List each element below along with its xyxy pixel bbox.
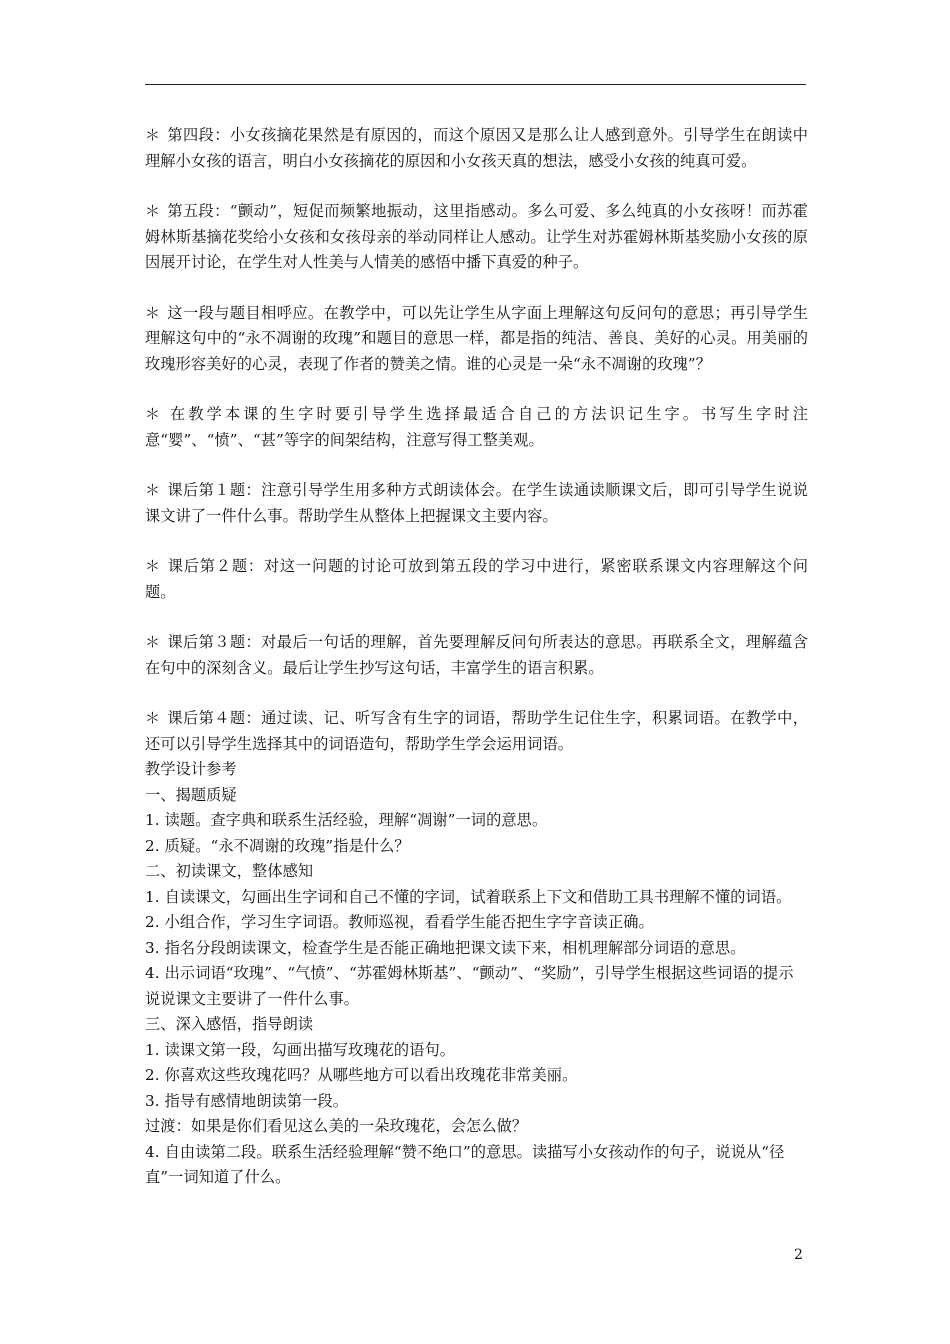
asterisk-icon: ＊ — [145, 481, 161, 499]
teaching-note — [145, 123, 808, 174]
note-text: 第五段：“颤动”，短促而频繁地振动，这里指感动。多么可爱、多么纯真的小女孩呀！而苏霍姆林斯基摘花奖给小女孩和女孩母亲的举动同样让人感动。让学生对苏霍姆林斯基奖励小女孩的原因展开讨论，在学生对人性美与人情美的感悟中播下真爱的种子。 — [145, 202, 808, 271]
step-item: 2. 小组合作，学习生字词语。教师巡视，看看学生能否把生字字音读正确。 — [145, 913, 654, 931]
step-item: 3. 指导有感情地朗读第一段。 — [145, 1091, 349, 1110]
asterisk-icon: ＊ — [145, 405, 161, 423]
note-text: 课后第３题：对最后一句话的理解，首先要理解反问句所表达的意思。再联系全文，理解蕴含在句中的深刻含义。最后让学生抄写这句话，丰富学生的语言积累。 — [145, 633, 808, 677]
section-heading: 二、初读课文，整体感知 — [145, 862, 314, 880]
note-text: 课后第４题：通过读、记、听写含有生字的词语，帮助学生记住生字，积累词语。在教学中，还可以引导学生选择其中的词语造句，帮助学生学会运用词语。 — [145, 709, 808, 753]
teaching-note — [145, 301, 808, 378]
asterisk-icon: ＊ — [145, 303, 161, 322]
teaching-note — [145, 630, 808, 681]
step-item: 2. 你喜欢这些玫瑰花吗？从哪些地方可以看出玫瑰花非常美丽。 — [145, 1066, 578, 1084]
step-item: 3. 指名分段朗读课文，检查学生是否能正确地把课文读下来，相机理解部分词语的意思。 — [145, 938, 746, 957]
note-text: 课后第２题：对这一问题的讨论可放到第五段的学习中进行，紧密联系课文内容理解这个问题。 — [145, 557, 808, 601]
asterisk-icon: ＊ — [145, 633, 161, 651]
page-number: 2 — [794, 1247, 803, 1263]
step-item: 4. 出示词语“玫瑰”、“气愤”、“苏霍姆林斯基”、“颤动”、“奖励”，引导学生根据这些词语的提示说说课文主要讲了一件什么事。 — [145, 964, 794, 1008]
section-heading: 一、揭题质疑 — [145, 785, 237, 804]
step-item: 2. 质疑。“永不凋谢的玫瑰”指是什么？ — [145, 836, 410, 855]
section-heading: 三、深入感悟，指导朗读 — [145, 1015, 314, 1033]
note-text: 在教学本课的生字时要引导学生选择最适合自己的方法识记生字。书写生字时注意“婴”、“愤”、“甚”等字的间架结构，注意写得工整美观。 — [145, 405, 808, 449]
asterisk-icon: ＊ — [145, 202, 161, 220]
section-title: 教学设计参考 — [145, 760, 237, 778]
step-item: 4. 自由读第二段。联系生活经验理解“赞不绝口”的意思。读描写小女孩动作的句子，说说从“径直”一词知道了什么。 — [145, 1142, 785, 1186]
transition-text: 过渡：如果是你们看见这么美的一朵玫瑰花，会怎么做？ — [145, 1117, 528, 1135]
note-text: 课后第１题：注意引导学生用多种方式朗读体会。在学生读通读顺课文后，即可引导学生说说课文讲了一件什么事。帮助学生从整体上把握课文主要内容。 — [145, 481, 808, 525]
document-body — [145, 123, 808, 1191]
header-rule — [145, 84, 806, 85]
teaching-note — [145, 478, 808, 529]
step-item: 1. 读题。查字典和联系生活经验，理解“凋谢”一词的意思。 — [145, 811, 548, 829]
asterisk-icon: ＊ — [145, 709, 161, 727]
note-text: 这一段与题目相呼应。在教学中，可以先让学生从字面上理解这句反问句的意思；再引导学生理解这句中的“永不凋谢的玫瑰”和题目的意思一样，都是指的纯洁、善良、美好的心灵。用美丽的玫瑰形容美好的心灵，表现了作者的赞美之情。谁的心灵是一朵“永不凋谢的玫瑰”？ — [145, 303, 808, 373]
note-text: 第四段：小女孩摘花果然是有原因的，而这个原因又是那么让人感到意外。引导学生在朗读中理解小女孩的语言，明白小女孩摘花的原因和小女孩天真的想法，感受小女孩的纯真可爱。 — [145, 126, 808, 170]
teaching-note — [145, 402, 808, 453]
asterisk-icon: ＊ — [145, 126, 161, 144]
teaching-note — [145, 554, 808, 605]
step-item: 1. 读课文第一段，勾画出描写玫瑰花的语句。 — [145, 1040, 456, 1059]
teaching-note — [145, 199, 808, 276]
asterisk-icon: ＊ — [145, 557, 161, 575]
step-item: 1. 自读课文，勾画出生字词和自己不懂的字词，试着联系上下文和借助工具书理解不懂的词语。 — [145, 887, 792, 906]
teaching-note — [145, 706, 808, 757]
